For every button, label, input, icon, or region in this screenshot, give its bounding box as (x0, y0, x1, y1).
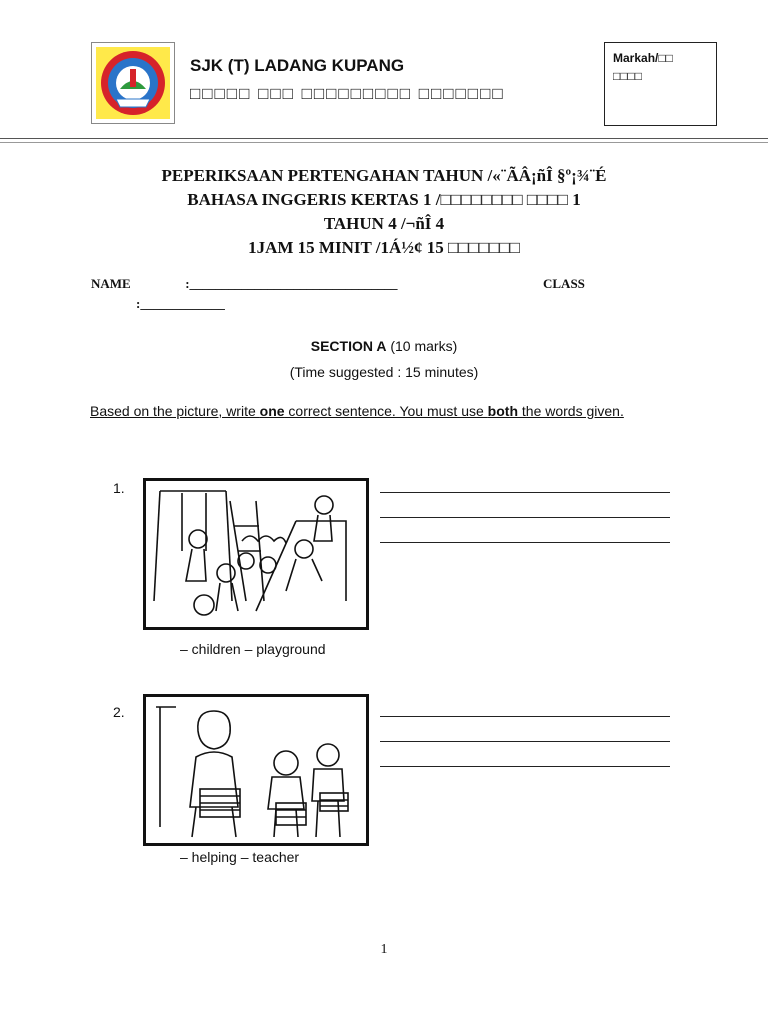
school-name-tamil: □□□□□ □□□ □□□□□□□□□ □□□□□□□ (190, 84, 505, 103)
question-1-picture (143, 478, 369, 630)
answer-line[interactable] (380, 492, 670, 493)
section-marks: (10 marks) (390, 338, 458, 354)
question-1-number: 1. (113, 480, 125, 496)
page-number: 1 (380, 942, 388, 957)
answer-line[interactable] (380, 766, 670, 767)
class-blank[interactable]: :_____________ (136, 296, 225, 311)
marks-box (604, 42, 717, 126)
exam-title-line-4: 1JAM 15 MINIT /1Á½¢ 15 □□□□□□□ (248, 238, 520, 257)
section-title: SECTION A (310, 338, 387, 354)
answer-line[interactable] (380, 542, 670, 543)
instruction-text-3: the words given. (518, 403, 624, 419)
class-label: CLASS (543, 276, 585, 291)
answer-line[interactable] (380, 741, 670, 742)
instruction-emphasis-one: one (259, 403, 285, 419)
header-divider (0, 138, 768, 139)
marks-label: Markah/□□ (613, 51, 673, 65)
section-heading (0, 338, 768, 354)
school-logo (91, 42, 175, 124)
question-1-words: – children – playground (180, 641, 326, 657)
school-name: SJK (T) LADANG KUPANG (190, 56, 405, 75)
name-field[interactable] (91, 276, 398, 292)
question-2-words: – helping – teacher (180, 849, 300, 865)
exam-title-line-3: TAHUN 4 /¬ñÎ 4 (323, 214, 445, 233)
question-2-number: 2. (113, 704, 125, 720)
header-divider-2 (0, 142, 768, 143)
section-time: (Time suggested : 15 minutes) (289, 364, 479, 380)
instruction (90, 400, 670, 422)
marks-label-2: □□□□ (613, 69, 642, 83)
name-label: NAME (91, 276, 131, 291)
question-2-picture (143, 694, 369, 846)
answer-line[interactable] (380, 517, 670, 518)
name-blank[interactable]: :________________________________ (185, 276, 398, 291)
instruction-text: Based on the picture, write (90, 403, 260, 419)
instruction-emphasis-both: both (487, 403, 518, 419)
instruction-text-2: correct sentence. You must use (284, 403, 488, 419)
exam-title-line-1: PEPERIKSAAN PERTENGAHAN TAHUN /«¨ÃÂ¡ñÎ §º¡¾¨É (161, 166, 607, 185)
exam-title-line-2: BAHASA INGGERIS KERTAS 1 /□□□□□□□□ □□□□ 1 (187, 190, 581, 209)
answer-line[interactable] (380, 716, 670, 717)
